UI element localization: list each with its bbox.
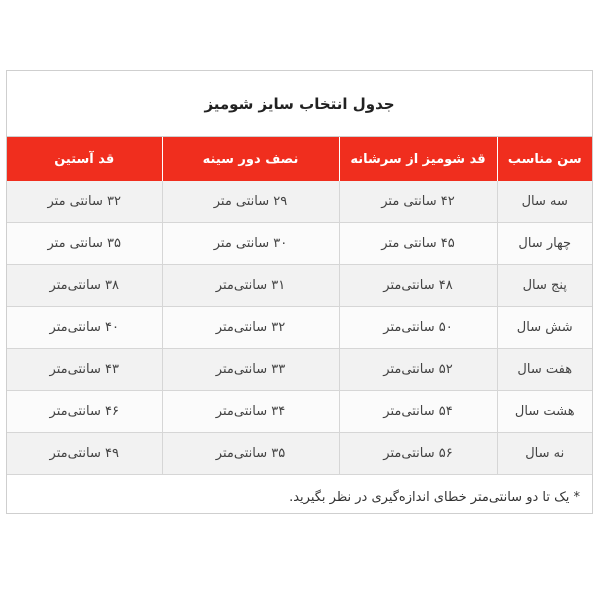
cell-length: ۵۲ سانتی‌متر (339, 349, 497, 391)
size-chart-table (6, 70, 593, 514)
cell-length: ۵۰ سانتی‌متر (339, 307, 497, 349)
cell-length: ۴۸ سانتی‌متر (339, 265, 497, 307)
cell-chest: ۳۰ سانتی متر (162, 223, 339, 265)
cell-sleeve: ۴۹ سانتی‌متر (7, 433, 162, 475)
cell-age: پنج سال (497, 265, 592, 307)
measurement-footnote: * یک تا دو سانتی‌متر خطای اندازه‌گیری در نظر بگیرید. (289, 489, 580, 505)
cell-age: نه سال (497, 433, 592, 475)
cell-sleeve: ۳۸ سانتی‌متر (7, 265, 162, 307)
cell-sleeve: ۳۲ سانتی متر (7, 181, 162, 223)
header-sleeve: قد آستین (7, 137, 162, 181)
header-row (7, 137, 592, 181)
cell-chest: ۳۱ سانتی‌متر (162, 265, 339, 307)
table-row (7, 265, 592, 307)
cell-age: چهار سال (497, 223, 592, 265)
table-title: جدول انتخاب سایز شومیز (7, 71, 592, 137)
cell-length: ۴۵ سانتی متر (339, 223, 497, 265)
header-length: قد شومیز از سرشانه (339, 137, 497, 181)
table-row (7, 223, 592, 265)
cell-age: هشت سال (497, 391, 592, 433)
cell-chest: ۳۳ سانتی‌متر (162, 349, 339, 391)
table-row (7, 307, 592, 349)
table-row (7, 181, 592, 223)
cell-age: هفت سال (497, 349, 592, 391)
header-chest: نصف دور سینه (162, 137, 339, 181)
table-row (7, 433, 592, 475)
cell-chest: ۳۴ سانتی‌متر (162, 391, 339, 433)
cell-age: سه سال (497, 181, 592, 223)
cell-length: ۵۴ سانتی‌متر (339, 391, 497, 433)
cell-chest: ۳۲ سانتی‌متر (162, 307, 339, 349)
table-row (7, 391, 592, 433)
cell-sleeve: ۴۰ سانتی‌متر (7, 307, 162, 349)
cell-sleeve: ۴۶ سانتی‌متر (7, 391, 162, 433)
cell-chest: ۳۵ سانتی‌متر (162, 433, 339, 475)
cell-age: شش سال (497, 307, 592, 349)
size-grid (7, 137, 592, 475)
table-row (7, 349, 592, 391)
cell-chest: ۲۹ سانتی متر (162, 181, 339, 223)
cell-length: ۵۶ سانتی‌متر (339, 433, 497, 475)
cell-sleeve: ۳۵ سانتی متر (7, 223, 162, 265)
cell-length: ۴۲ سانتی متر (339, 181, 497, 223)
header-age: سن مناسب (497, 137, 592, 181)
cell-sleeve: ۴۳ سانتی‌متر (7, 349, 162, 391)
